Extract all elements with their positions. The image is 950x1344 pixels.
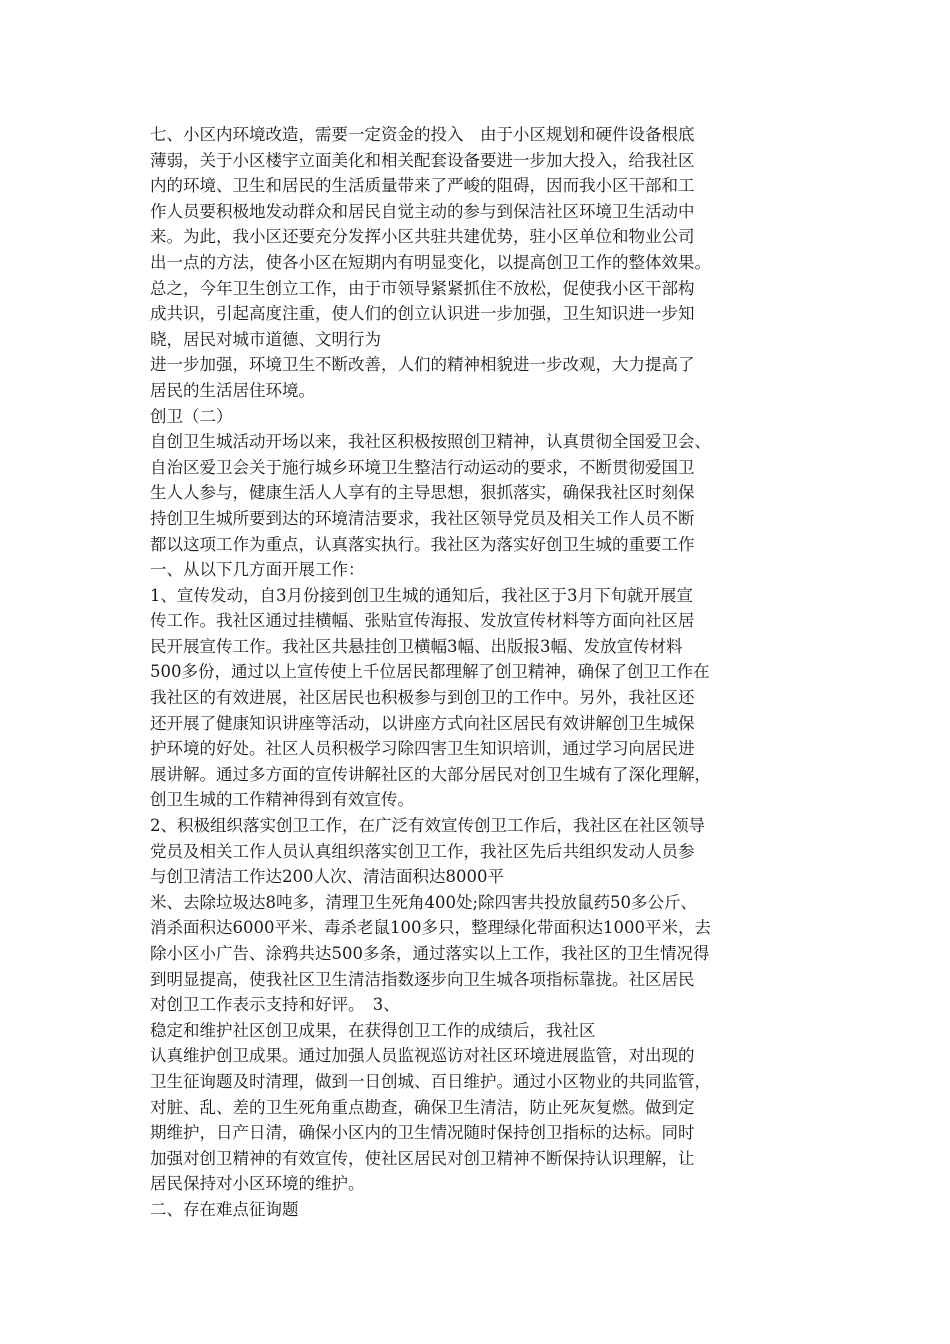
text-line: 都以这项工作为重点，认真落实执行。我社区为落实好创卫生城的重要工作 xyxy=(150,534,695,554)
text-line: 加强对创卫精神的有效宣传，使社区居民对创卫精神不断保持认识理解，让 xyxy=(150,1148,695,1168)
text-line: 进一步加强，环境卫生不断改善，人们的精神相貌进一步改观，大力提高了 xyxy=(150,355,695,375)
text-line: 还开展了健康知识讲座等活动，以讲座方式向社区居民有效讲解创卫生城保 xyxy=(150,713,695,733)
text-line: 出一点的方法，使各小区在短期内有明显变化，以提高创卫工作的整体效果。 xyxy=(150,252,711,272)
text-line: 2、积极组织落实创卫工作，在广泛有效宣传创卫工作后，我社区在社区领导 xyxy=(150,816,705,836)
text-line: 展讲解。通过多方面的宣传讲解社区的大部分居民对创卫生城有了深化理解， xyxy=(150,764,711,784)
text-line: 500多份，通过以上宣传使上千位居民都理解了创卫精神，确保了创卫工作在 xyxy=(150,662,710,682)
text-line: 除小区小广告、涂鸦共达500多条，通过落实以上工作，我社区的卫生情况得 xyxy=(150,944,710,963)
text-line: 与创卫清洁工作达200人次、清洁面积达8000平 xyxy=(150,867,504,887)
text-line: 总之，今年卫生创立工作，由于市领导紧紧抓住不放松，促使我小区干部构 xyxy=(150,278,695,298)
text-line: 1、宣传发动，自3月份接到创卫生城的通知后，我社区于3月下旬就开展宣 xyxy=(150,585,693,605)
section-heading: 二、存在难点征询题 xyxy=(150,1199,299,1219)
text-line: 认真维护创卫成果。通过加强人员监视巡访对社区环境进展监管，对出现的 xyxy=(150,1046,695,1066)
text-line: 作人员要积极地发动群众和居民自觉主动的参与到保洁社区环境卫生活动中 xyxy=(150,201,695,221)
text-line: 持创卫生城所要到达的环境清洁要求，我社区领导党员及相关工作人员不断 xyxy=(150,508,695,528)
text-line: 米、去除垃圾达8吨多，清理卫生死角400处;除四害共投放鼠药50多公斤、 xyxy=(150,892,698,912)
text-line: 对创卫工作表示支持和好评。 3、 xyxy=(150,995,400,1015)
text-line: 党员及相关工作人员认真组织落实创卫工作，我社区先后共组织发动人员参 xyxy=(150,841,695,861)
text-line: 到明显提高，使我社区卫生清洁指数逐步向卫生城各项指标靠拢。社区居民 xyxy=(150,969,695,989)
text-line: 卫生征询题及时清理，做到一日创城、百日维护。通过小区物业的共同监管， xyxy=(150,1071,711,1091)
text-line: 消杀面积达6000平米、毒杀老鼠100多只，整理绿化带面积达1000平米，去 xyxy=(150,918,711,938)
text-line: 传工作。我社区通过挂横幅、张贴宣传海报、发放宣传材料等方面向社区居 xyxy=(150,611,695,631)
document-body xyxy=(150,122,810,1223)
text-line: 稳定和维护社区创卫成果，在获得创卫工作的成绩后，我社区 xyxy=(150,1020,596,1040)
text-line: 居民的生活居住环境。 xyxy=(150,380,315,400)
text-line: 晓，居民对城市道德、文明行为 xyxy=(150,329,381,349)
text-line: 创卫生城的工作精神得到有效宣传。 xyxy=(150,790,414,810)
text-line: 自治区爱卫会关于施行城乡环境卫生整洁行动运动的要求，不断贯彻爱国卫 xyxy=(150,457,695,477)
text-line: 期维护，日产日清，确保小区内的卫生情况随时保持创卫指标的达标。同时 xyxy=(150,1123,695,1143)
text-line: 护环境的好处。社区人员积极学习除四害卫生知识培训，通过学习向居民进 xyxy=(150,739,695,759)
text-line: 对脏、乱、差的卫生死角重点勘查，确保卫生清洁，防止死灰复燃。做到定 xyxy=(150,1097,695,1117)
section-heading: 一、从以下几方面开展工作： xyxy=(150,560,365,580)
text-line: 七、小区内环境改造，需要一定资金的投入 由于小区规划和硬件设备根底 xyxy=(150,125,695,144)
text-line: 来。为此，我小区还要充分发挥小区共驻共建优势，驻小区单位和物业公司 xyxy=(150,227,695,247)
section-heading: 创卫（二） xyxy=(150,406,233,426)
text-line: 自创卫生城活动开场以来，我社区积极按照创卫精神，认真贯彻全国爱卫会、 xyxy=(150,432,711,452)
text-line: 我社区的有效进展，社区居民也积极参与到创卫的工作中。另外，我社区还 xyxy=(150,688,695,708)
text-line: 民开展宣传工作。我社区共悬挂创卫横幅3幅、出版报3幅、发放宣传材料 xyxy=(150,636,683,656)
text-line: 内的环境、卫生和居民的生活质量带来了严峻的阻碍，因而我小区干部和工 xyxy=(150,176,695,196)
text-line: 生人人参与，健康生活人人享有的主导思想，狠抓落实，确保我社区时刻保 xyxy=(150,483,695,503)
text-line: 薄弱，关于小区楼宇立面美化和相关配套设备要进一步加大投入，给我社区 xyxy=(150,150,695,170)
text-line: 成共识，引起高度注重，使人们的创立认识进一步加强，卫生知识进一步知 xyxy=(150,304,695,324)
text-line: 居民保持对小区环境的维护。 xyxy=(150,1174,365,1194)
